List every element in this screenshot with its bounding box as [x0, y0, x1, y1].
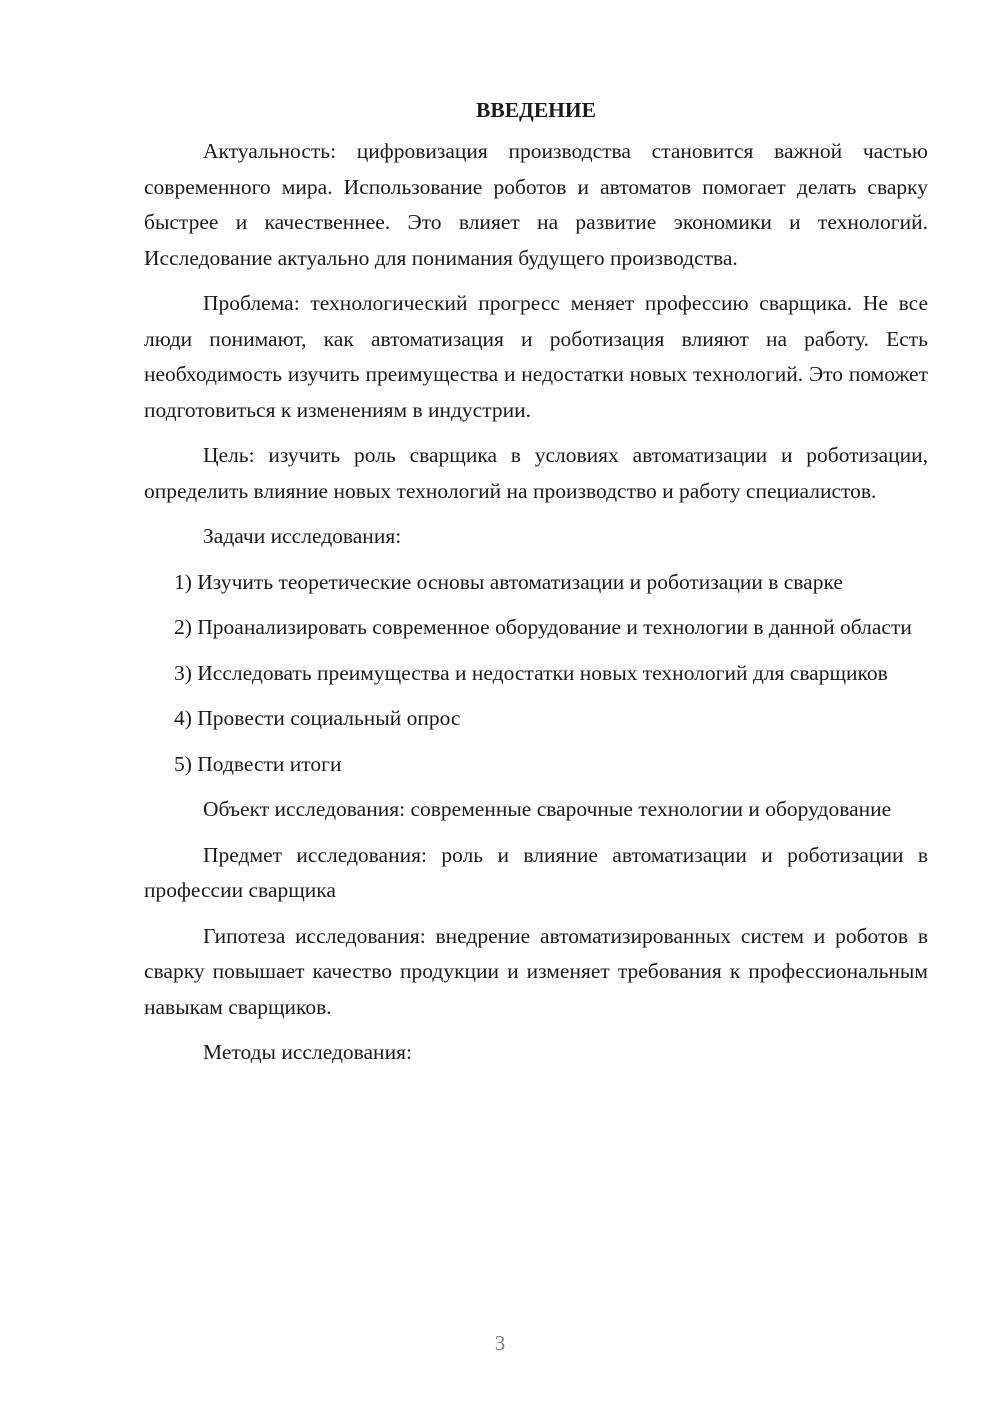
list-item: 3) Исследовать преимущества и недостатки новых технологий для сварщиков [174, 660, 888, 685]
paragraph-methods-title: Методы исследования: [203, 1040, 412, 1064]
paragraph-object: Объект исследования: современные сварочные технологии и оборудование [203, 797, 892, 821]
tasks-list [144, 565, 928, 783]
document-heading: ВВЕДЕНИЕ [476, 98, 596, 122]
paragraph-subject: Предмет исследования: роль и влияние автоматизации и роботизации в профессии сварщика [144, 842, 928, 902]
list-item: 4) Провести социальный опрос [174, 706, 461, 730]
list-item: 2) Проанализировать современное оборудование и технологии в данной области [174, 615, 912, 639]
document-page [144, 92, 928, 1081]
paragraph-relevance: Актуальность: цифровизация производства становится важной частью современного мира. Использование роботов и автоматов помогает делать сварку быстрее и качественнее. Это влияет на развитие экономики и технологий. Исследование актуально для понимания будущего производства. [144, 139, 928, 270]
list-item: 5) Подвести итоги [174, 751, 342, 776]
paragraph-goal: Цель: изучить роль сварщика в условиях автоматизации и роботизации, определить влияние новых технологий на производство и работу специалистов. [144, 443, 928, 503]
paragraph-tasks-title: Задачи исследования: [203, 524, 402, 548]
paragraph-problem: Проблема: технологический прогресс меняет профессию сварщика. Не все люди понимают, как автоматизация и роботизация влияют на работу. Есть необходимость изучить преимущества и недостатки новых технологий. Это поможет подготовиться к изменениям в индустрии. [144, 291, 928, 422]
page-number: 3 [494, 1331, 506, 1355]
list-item: 1) Изучить теоретические основы автоматизации и роботизации в сварке [174, 569, 843, 594]
paragraph-hypothesis: Гипотеза исследования: внедрение автоматизированных систем и роботов в сварку повышает качество продукции и изменяет требования к профессиональным навыкам сварщиков. [144, 923, 928, 1019]
